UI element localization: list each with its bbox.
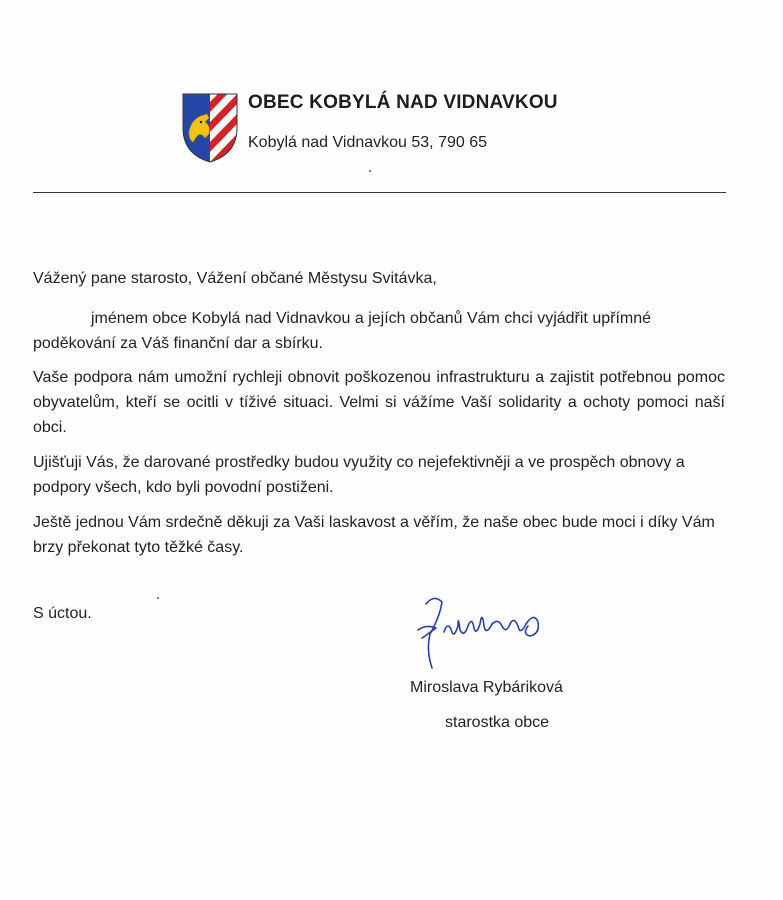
letter-paragraph-4: Ještě jednou Vám srdečně děkuji za Vaši laskavost a věřím, že naše obec bude moci i díky Vám brzy překonat tyto těžké časy. bbox=[33, 514, 715, 556]
letter-paragraph-2: Vaše podpora nám umožní rychleji obnovit poškozenou infrastrukturu a zajistit potřebnou pomoc obyvatelům, kteří se ocitli v tíživé situaci. Velmi si vážíme Vaší solidarity a ochoty pomoci naší obci. bbox=[33, 369, 725, 436]
scan-speck bbox=[157, 597, 159, 599]
signer-title: starostka obce bbox=[445, 714, 550, 731]
organization-name: OBEC KOBYLÁ NAD VIDNAVKOU bbox=[248, 92, 558, 113]
organization-address: Kobylá nad Vidnavkou 53, 790 65 bbox=[248, 134, 488, 151]
letter-paragraph-3: Ujišťuji Vás, že darované prostředky budou využity co nejefektivněji a ve prospěch obnovy a podpory všech, kdo byli povodní postiženi. bbox=[33, 454, 685, 496]
scan-speck bbox=[369, 170, 371, 172]
handwritten-signature bbox=[412, 590, 552, 670]
signer-name: Miroslava Rybáriková bbox=[410, 679, 563, 696]
header-divider bbox=[33, 192, 726, 193]
municipal-crest-icon bbox=[181, 92, 239, 164]
letter-closing: S úctou. bbox=[33, 605, 92, 622]
letter-paragraph-1: jménem obce Kobylá nad Vidnavkou a jejích občanů Vám chci vyjádřit upřímné poděkování za Váš finanční dar a sbírku. bbox=[33, 310, 652, 352]
letter-salutation: Vážený pane starosto, Vážení občané Městysu Svitávka, bbox=[33, 270, 437, 287]
